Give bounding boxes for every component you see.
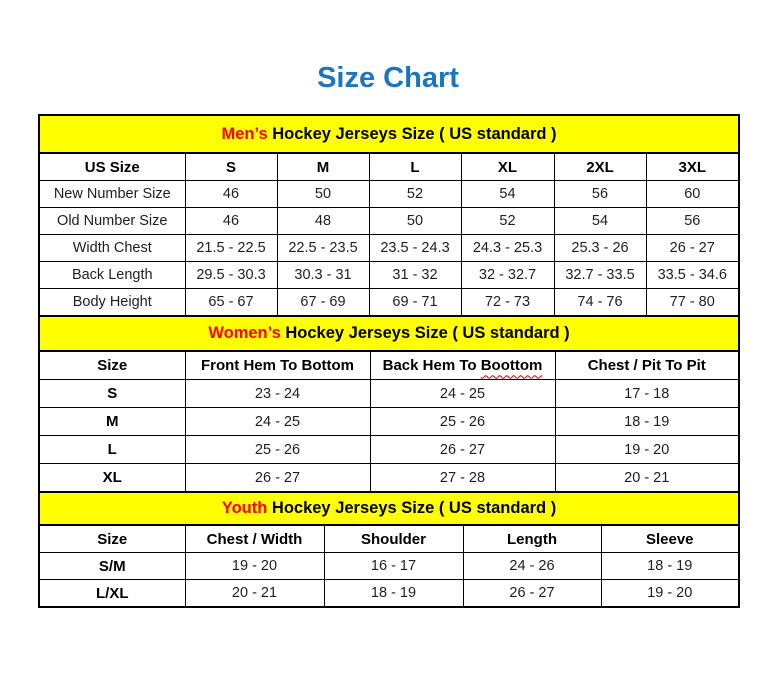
- row-label: S/M: [39, 553, 185, 580]
- table-cell: 18 - 19: [601, 553, 739, 580]
- table-row: [39, 580, 739, 608]
- table-cell: 54: [461, 181, 554, 208]
- womens-banner-highlight: Women’s: [208, 324, 281, 343]
- table-cell: 21.5 - 22.5: [185, 235, 277, 262]
- table-row: [39, 181, 739, 208]
- table-cell: 26 - 27: [463, 580, 601, 608]
- table-cell: 46: [185, 181, 277, 208]
- table-cell: 31 - 32: [369, 262, 461, 289]
- table-cell: 77 - 80: [646, 289, 739, 317]
- table-row: [39, 553, 739, 580]
- table-cell: 23.5 - 24.3: [369, 235, 461, 262]
- table-cell: 26 - 27: [185, 464, 370, 493]
- table-row: [39, 436, 739, 464]
- table-cell: 18 - 19: [555, 408, 739, 436]
- womens-section-banner: [39, 316, 739, 351]
- table-cell: 56: [554, 181, 646, 208]
- youth-header-row: [39, 525, 739, 553]
- womens-banner-row: [39, 316, 739, 351]
- table-cell: 29.5 - 30.3: [185, 262, 277, 289]
- row-label: M: [39, 408, 185, 436]
- table-row: [39, 235, 739, 262]
- table-row: [39, 464, 739, 493]
- misspelled-word: Boottom: [480, 357, 543, 375]
- table-cell: 26 - 27: [370, 436, 555, 464]
- size-tables-container: [38, 114, 738, 608]
- row-label: L: [39, 436, 185, 464]
- column-header: XL: [461, 153, 554, 181]
- table-row: [39, 208, 739, 235]
- row-label: Body Height: [39, 289, 185, 317]
- row-label: Old Number Size: [39, 208, 185, 235]
- mens-section-banner: [39, 115, 739, 153]
- table-cell: 67 - 69: [277, 289, 369, 317]
- table-cell: 72 - 73: [461, 289, 554, 317]
- table-cell: 24 - 26: [463, 553, 601, 580]
- table-cell: 33.5 - 34.6: [646, 262, 739, 289]
- table-row: [39, 408, 739, 436]
- womens-header-row: [39, 351, 739, 380]
- column-header: Chest / Pit To Pit: [555, 351, 739, 380]
- row-label: Width Chest: [39, 235, 185, 262]
- column-header: Size: [39, 525, 185, 553]
- table-cell: 24.3 - 25.3: [461, 235, 554, 262]
- table-cell: 24 - 25: [370, 380, 555, 408]
- page-title: Size Chart: [317, 62, 459, 94]
- table-cell: 20 - 21: [555, 464, 739, 493]
- table-cell: 25 - 26: [185, 436, 370, 464]
- column-header: M: [277, 153, 369, 181]
- row-label: New Number Size: [39, 181, 185, 208]
- row-label: L/XL: [39, 580, 185, 608]
- table-cell: 26 - 27: [646, 235, 739, 262]
- table-cell: 32.7 - 33.5: [554, 262, 646, 289]
- column-header: Front Hem To Bottom: [185, 351, 370, 380]
- table-cell: 52: [461, 208, 554, 235]
- table-cell: 48: [277, 208, 369, 235]
- table-cell: 19 - 20: [555, 436, 739, 464]
- table-cell: 52: [369, 181, 461, 208]
- column-header: L: [369, 153, 461, 181]
- mens-size-table: [38, 114, 740, 317]
- womens-banner-text: Hockey Jerseys Size ( US standard ): [285, 324, 570, 343]
- table-cell: 30.3 - 31: [277, 262, 369, 289]
- table-cell: 24 - 25: [185, 408, 370, 436]
- table-cell: 46: [185, 208, 277, 235]
- row-label: Back Length: [39, 262, 185, 289]
- table-row: [39, 380, 739, 408]
- table-cell: 19 - 20: [185, 553, 324, 580]
- table-row: [39, 262, 739, 289]
- column-header: Sleeve: [601, 525, 739, 553]
- table-cell: 60: [646, 181, 739, 208]
- womens-size-table: [38, 315, 740, 493]
- column-header: Length: [463, 525, 601, 553]
- table-cell: 20 - 21: [185, 580, 324, 608]
- table-cell: 27 - 28: [370, 464, 555, 493]
- column-header-text: Back Hem To: [382, 357, 477, 375]
- column-header: Size: [39, 351, 185, 380]
- youth-banner-text: Hockey Jerseys Size ( US standard ): [271, 499, 557, 518]
- column-header: Shoulder: [324, 525, 463, 553]
- column-header: Chest / Width: [185, 525, 324, 553]
- column-header: US Size: [39, 153, 185, 181]
- table-cell: 56: [646, 208, 739, 235]
- table-cell: 25.3 - 26: [554, 235, 646, 262]
- table-row: [39, 289, 739, 317]
- youth-size-table: [38, 491, 740, 608]
- mens-header-row: [39, 153, 739, 181]
- youth-banner-highlight: Youth: [221, 499, 268, 518]
- mens-banner-highlight: Men’s: [221, 124, 268, 143]
- table-cell: 19 - 20: [601, 580, 739, 608]
- table-cell: 74 - 76: [554, 289, 646, 317]
- column-header: 3XL: [646, 153, 739, 181]
- column-header: S: [185, 153, 277, 181]
- table-cell: 50: [369, 208, 461, 235]
- table-cell: 25 - 26: [370, 408, 555, 436]
- mens-banner-row: [39, 115, 739, 153]
- table-cell: 16 - 17: [324, 553, 463, 580]
- table-cell: 22.5 - 23.5: [277, 235, 369, 262]
- table-cell: 17 - 18: [555, 380, 739, 408]
- table-cell: 18 - 19: [324, 580, 463, 608]
- table-cell: 23 - 24: [185, 380, 370, 408]
- youth-section-banner: [39, 492, 739, 525]
- table-cell: 69 - 71: [369, 289, 461, 317]
- table-cell: 65 - 67: [185, 289, 277, 317]
- mens-banner-text: Hockey Jerseys Size ( US standard ): [272, 124, 557, 143]
- table-cell: 50: [277, 181, 369, 208]
- row-label: XL: [39, 464, 185, 493]
- table-cell: 32 - 32.7: [461, 262, 554, 289]
- youth-banner-row: [39, 492, 739, 525]
- column-header: 2XL: [554, 153, 646, 181]
- table-cell: 54: [554, 208, 646, 235]
- column-header-misspelled: [370, 351, 555, 380]
- row-label: S: [39, 380, 185, 408]
